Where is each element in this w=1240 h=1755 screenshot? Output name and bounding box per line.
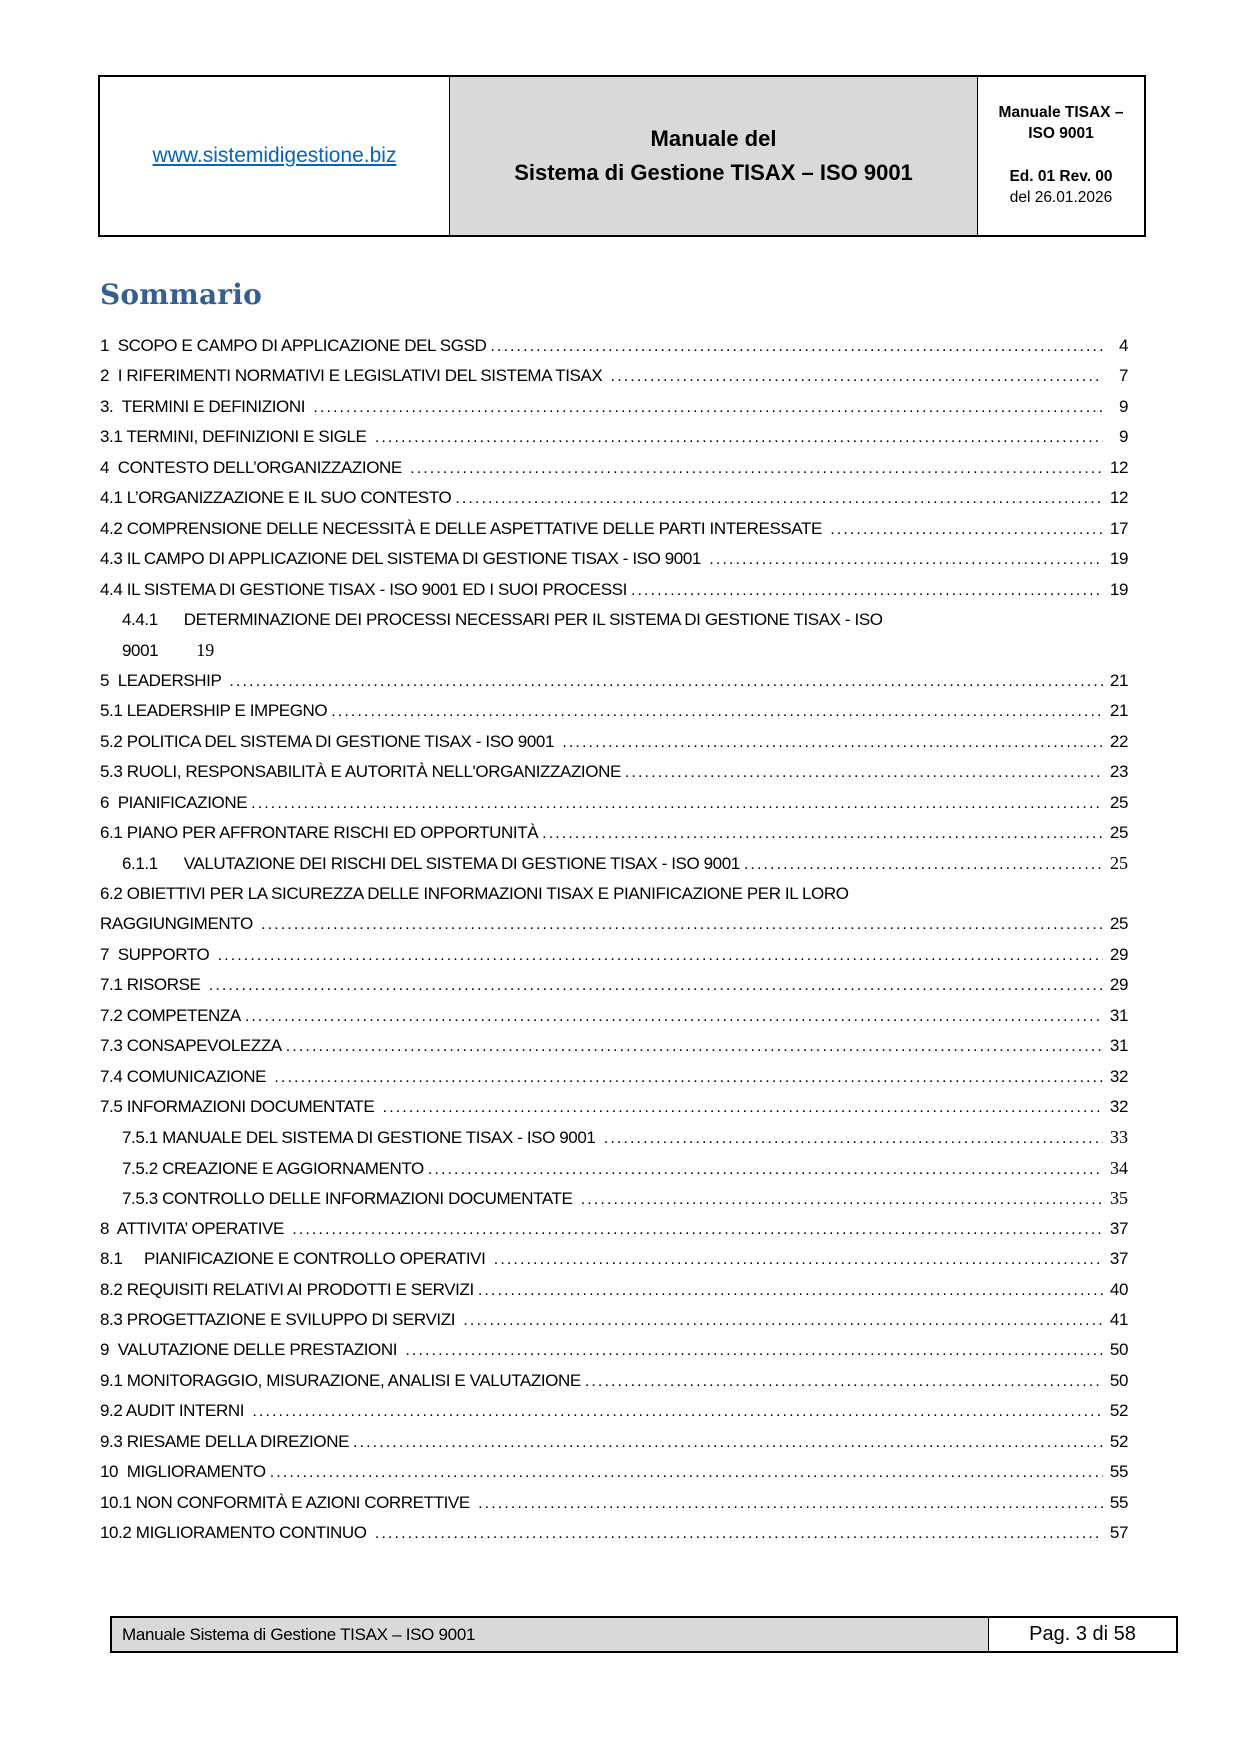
toc-entry[interactable] [100,975,1128,1005]
toc-entry-page: 52 [1109,1431,1128,1451]
toc-entry-label: 8 ATTIVITA’ OPERATIVE [100,1218,289,1238]
doc-edition: Ed. 01 Rev. 00 [1009,168,1113,185]
toc-entry-label: 8.3 PROGETTAZIONE E SVILUPPO DI SERVIZI [100,1310,460,1329]
toc-entry[interactable] [100,1188,1128,1218]
toc-dot-leader [292,1219,1103,1239]
toc-entry-label: 7.5.1 MANUALE DEL SISTEMA DI GESTIONE TISAX - ISO 9001 [122,1128,600,1148]
header-title-cell [449,77,977,235]
toc-entry-label: 7.1 RISORSE [100,975,205,995]
toc-entry-label: 4.1 L’ORGANIZZAZIONE E IL SUO CONTESTO [100,488,452,508]
toc-entry[interactable] [100,1280,1128,1310]
toc-entry-page: 25 [1109,914,1128,934]
toc-entry-label: 4.4 IL SISTEMA DI GESTIONE TISAX - ISO 9001 ED I SUOI PROCESSI [100,579,627,599]
toc-dot-leader [245,1006,1103,1026]
toc-dot-leader [383,1097,1103,1117]
toc-dot-leader [581,1189,1103,1209]
toc-dot-leader [410,458,1103,478]
toc-entry-label: 7.5.2 CREAZIONE E AGGIORNAMENTO [122,1158,424,1178]
toc-entry-page: 25 [1109,823,1128,842]
header-docref-cell [977,77,1144,235]
toc-entry[interactable] [100,519,1128,549]
toc-entry-page: 17 [1109,518,1128,538]
toc-entry-page: 25 [1110,853,1128,874]
toc-entry-label: 5.2 POLITICA DEL SISTEMA DI GESTIONE TISAX - ISO 9001 [100,731,559,751]
toc-dot-leader [463,1310,1103,1330]
toc-entry-label: 5 LEADERSHIP [100,670,226,690]
toc-entry-label: 10.1 NON CONFORMITÀ E AZIONI CORRETTIVE [100,1492,475,1512]
toc-entry-page: 19 [1109,579,1128,599]
toc-entry[interactable] [100,1067,1128,1097]
toc-entry-page: 31 [1109,1005,1128,1025]
toc-entry-label: 9.1 MONITORAGGIO, MISURAZIONE, ANALISI E VALUTAZIONE [100,1370,581,1390]
toc-entry[interactable] [100,1249,1128,1279]
header-website-cell [100,77,449,235]
toc-list [100,336,1128,1554]
toc-dot-leader [542,823,1103,843]
toc-entry-label: 7 SUPPORTO [100,944,214,964]
toc-dot-leader [478,1493,1103,1513]
toc-dot-leader [830,519,1103,539]
toc-dot-leader [631,580,1103,600]
toc-entry[interactable] [100,1340,1128,1370]
toc-entry[interactable] [100,640,1128,670]
toc-entry-page: 12 [1109,488,1128,508]
toc-entry-label: 5.3 RUOLI, RESPONSABILITÀ E AUTORITÀ NELL'ORGANIZZAZIONE [100,762,621,782]
toc-entry[interactable] [100,1523,1128,1553]
toc-entry-page: 55 [1109,1462,1128,1482]
toc-dot-leader [209,975,1103,995]
toc-entry-label: 6 PIANIFICAZIONE [100,792,248,812]
toc-entry[interactable] [100,1158,1128,1188]
toc-entry-label: 8.2 REQUISITI RELATIVI AI PRODOTTI E SERVIZI [100,1279,474,1299]
toc-entry[interactable] [100,1097,1128,1127]
toc-entry-page: 50 [1109,1370,1128,1390]
toc-entry[interactable] [100,762,1128,792]
toc-entry-label: 9.3 RIESAME DELLA DIREZIONE [100,1431,350,1451]
toc-entry-page: 22 [1109,731,1128,751]
toc-entry-page: 40 [1109,1279,1128,1299]
toc-entry-label: 10 MIGLIORAMENTO [100,1462,266,1482]
toc-entry-label: 9001 [122,641,159,661]
manual-title-line1: Manuale del [650,125,777,151]
toc-dot-leader [611,366,1103,386]
toc-dot-leader [494,1249,1103,1269]
toc-entry-page: 19 [196,640,215,661]
toc-dot-leader [218,945,1103,965]
document-footer [110,1616,1178,1653]
toc-entry-page: 19 [1109,549,1128,569]
toc-entry-label: 4.4.1 DETERMINAZIONE DEI PROCESSI NECESSARI PER IL SISTEMA DI GESTIONE TISAX - ISO [122,609,883,629]
toc-entry[interactable] [100,853,1128,883]
toc-entry-page: 37 [1109,1249,1128,1269]
toc-entry-page: 32 [1109,1096,1128,1116]
toc-entry-label: 9.2 AUDIT INTERNI [100,1401,249,1421]
toc-entry[interactable] [100,458,1128,488]
toc-heading: Sommario [100,278,262,311]
toc-entry[interactable] [100,945,1128,975]
toc-entry-label: 9 VALUTAZIONE DELLE PRESTAZIONI [100,1340,402,1360]
doc-date: del 26.01.2026 [1009,188,1113,206]
toc-entry-page: 41 [1109,1310,1128,1329]
toc-entry-label: 7.3 CONSAPEVOLEZZA [100,1036,282,1056]
toc-dot-leader [270,1462,1103,1482]
toc-entry[interactable] [100,397,1128,427]
toc-entry-label: 7.4 COMUNICAZIONE [100,1066,271,1086]
toc-dot-leader [251,793,1103,813]
toc-entry[interactable] [100,884,1128,914]
toc-entry[interactable] [100,701,1128,731]
toc-dot-leader [625,762,1103,782]
toc-entry-label: 4.2 COMPRENSIONE DELLE NECESSITÀ E DELLE ASPETTATIVE DELLE PARTI INTERESSATE [100,518,827,538]
toc-entry-label: 6.2 OBIETTIVI PER LA SICUREZZA DELLE INFORMAZIONI TISAX E PIANIFICAZIONE PER IL LORO [100,883,849,903]
toc-entry[interactable] [100,1493,1128,1523]
toc-entry[interactable] [100,1462,1128,1492]
toc-dot-leader [405,1340,1103,1360]
toc-dot-leader [709,549,1103,569]
toc-entry-label: 5.1 LEADERSHIP E IMPEGNO [100,701,328,721]
toc-entry[interactable] [100,336,1128,366]
document-header [98,75,1146,237]
toc-entry-page: 9 [1118,427,1128,447]
toc-entry-page: 4 [1118,336,1128,355]
toc-entry-page: 21 [1109,670,1128,690]
toc-entry-page: 50 [1109,1340,1128,1360]
footer-page-cell [988,1618,1176,1651]
footer-title: Manuale Sistema di Gestione TISAX – ISO 9001 [122,1624,476,1644]
toc-entry-label: 6.1.1 VALUTAZIONE DEI RISCHI DEL SISTEMA DI GESTIONE TISAX - ISO 9001 [122,854,740,874]
toc-entry[interactable] [100,427,1128,457]
toc-entry-label: RAGGIUNGIMENTO [100,914,258,934]
toc-entry-label: 1 SCOPO E CAMPO DI APPLICAZIONE DEL SGSD [100,336,487,355]
toc-entry[interactable] [100,793,1128,823]
toc-dot-leader [353,1432,1103,1452]
toc-entry-page: 52 [1109,1401,1128,1421]
toc-dot-leader [313,397,1103,417]
toc-entry[interactable] [100,823,1128,853]
toc-entry-page: 33 [1110,1127,1128,1148]
toc-entry[interactable] [100,366,1128,396]
toc-entry-label: 4 CONTESTO DELL’ORGANIZZAZIONE [100,457,407,477]
toc-entry[interactable] [100,1219,1128,1249]
toc-entry-page: 29 [1109,944,1128,964]
toc-entry-page: 21 [1109,701,1128,721]
toc-dot-leader [331,701,1103,721]
toc-entry[interactable] [100,1432,1128,1462]
toc-entry-label: 7.2 COMPETENZA [100,1005,241,1025]
toc-dot-leader [274,1067,1103,1087]
toc-entry-page: 9 [1118,396,1128,416]
toc-entry-label: 8.1 PIANIFICAZIONE E CONTROLLO OPERATIVI [100,1249,490,1269]
toc-entry-page: 29 [1109,975,1128,995]
toc-entry-page: 34 [1110,1157,1128,1178]
toc-entry-page: 57 [1109,1523,1128,1543]
toc-entry[interactable] [100,488,1128,518]
doc-ref-line2: ISO 9001 [1028,125,1094,143]
toc-entry-label: 10.2 MIGLIORAMENTO CONTINUO [100,1523,371,1543]
toc-entry-page: 35 [1110,1188,1128,1209]
toc-entry[interactable] [100,1036,1128,1066]
toc-entry[interactable] [100,671,1128,701]
toc-dot-leader [428,1159,1103,1179]
toc-entry-label: 7.5.3 CONTROLLO DELLE INFORMAZIONI DOCUMENTATE [122,1189,577,1209]
toc-entry[interactable] [100,549,1128,579]
toc-entry-label: 2 I RIFERIMENTI NORMATIVI E LEGISLATIVI DEL SISTEMA TISAX [100,366,607,386]
toc-dot-leader [490,336,1103,356]
website-link[interactable]: www.sistemidigestione.biz [152,144,397,167]
toc-dot-leader [604,1128,1103,1148]
toc-entry-label: 7.5 INFORMAZIONI DOCUMENTATE [100,1096,379,1116]
toc-dot-leader [229,671,1103,691]
toc-dot-leader [562,732,1103,752]
toc-entry-page: 7 [1118,366,1128,386]
toc-entry-label: 3. TERMINI E DEFINIZIONI [100,396,310,416]
toc-entry[interactable] [100,1127,1128,1157]
toc-entry[interactable] [100,1006,1128,1036]
toc-entry[interactable] [100,1310,1128,1340]
toc-dot-leader [375,427,1103,447]
toc-entry[interactable] [100,1401,1128,1431]
toc-entry-label: 3.1 TERMINI, DEFINIZIONI E SIGLE [100,427,371,447]
toc-entry-label: 4.3 IL CAMPO DI APPLICAZIONE DEL SISTEMA DI GESTIONE TISAX - ISO 9001 [100,549,706,569]
toc-dot-leader [261,914,1103,934]
toc-dot-leader [478,1280,1103,1300]
toc-entry[interactable] [100,610,1128,640]
toc-entry[interactable] [100,580,1128,610]
toc-entry-page: 25 [1109,792,1128,812]
toc-entry-page: 23 [1109,762,1128,782]
page-number: Pag. 3 di 58 [1029,1623,1136,1645]
toc-entry-page: 37 [1109,1218,1128,1238]
toc-dot-leader [286,1036,1103,1056]
toc-dot-leader [455,488,1103,508]
toc-entry-page: 12 [1109,457,1128,477]
toc-dot-leader [744,854,1103,874]
manual-title-line2: Sistema di Gestione TISAX – ISO 9001 [514,160,913,185]
toc-dot-leader [252,1401,1103,1421]
toc-entry-page: 32 [1109,1066,1128,1086]
toc-dot-leader [375,1523,1103,1543]
toc-dot-leader [585,1371,1103,1391]
toc-entry-page: 55 [1109,1492,1128,1512]
toc-entry-page: 31 [1109,1036,1128,1056]
toc-entry[interactable] [100,914,1128,944]
footer-title-cell [112,1618,988,1651]
toc-entry-label: 6.1 PIANO PER AFFRONTARE RISCHI ED OPPORTUNITÀ [100,823,539,842]
toc-entry[interactable] [100,732,1128,762]
toc-entry[interactable] [100,1371,1128,1401]
doc-ref-line1: Manuale TISAX – [998,104,1124,122]
